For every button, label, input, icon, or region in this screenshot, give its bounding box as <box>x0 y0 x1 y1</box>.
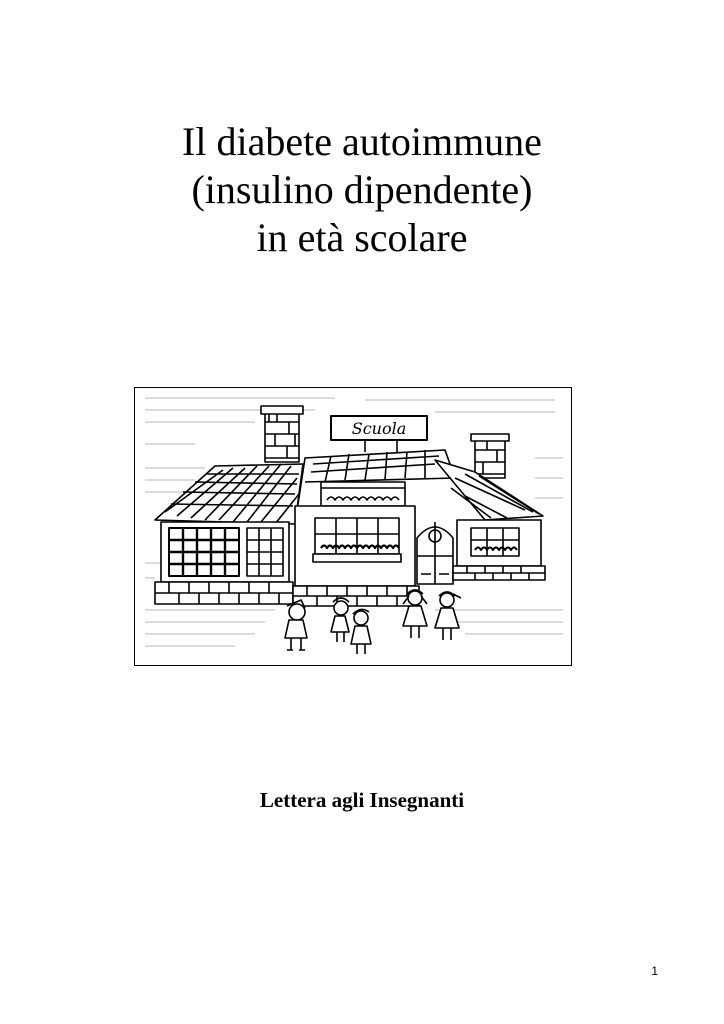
right-wing <box>453 520 545 580</box>
left-roof <box>155 464 303 524</box>
school-illustration <box>134 387 572 666</box>
title-line-2: (insulino dipendente) <box>191 167 533 212</box>
child-5 <box>435 592 461 640</box>
title-line-3: in età scolare <box>256 215 468 260</box>
school-drawing <box>135 388 571 665</box>
child-1 <box>285 600 307 650</box>
stone-base-center <box>293 586 419 606</box>
dormer-window <box>321 482 405 506</box>
right-chimney <box>471 434 509 478</box>
sign-text: Scuola <box>351 419 407 438</box>
child-3 <box>351 609 371 654</box>
page-number: 1 <box>651 964 658 978</box>
title-line-1: Il diabete autoimmune <box>182 119 542 164</box>
stone-base-left <box>155 582 293 604</box>
entrance-door <box>417 522 453 584</box>
document-title <box>0 118 724 262</box>
center-wing <box>295 506 415 586</box>
left-wing <box>161 522 289 582</box>
scuola-sign <box>331 416 427 452</box>
left-chimney <box>261 406 303 462</box>
document-subtitle: Lettera agli Insegnanti <box>259 788 465 812</box>
